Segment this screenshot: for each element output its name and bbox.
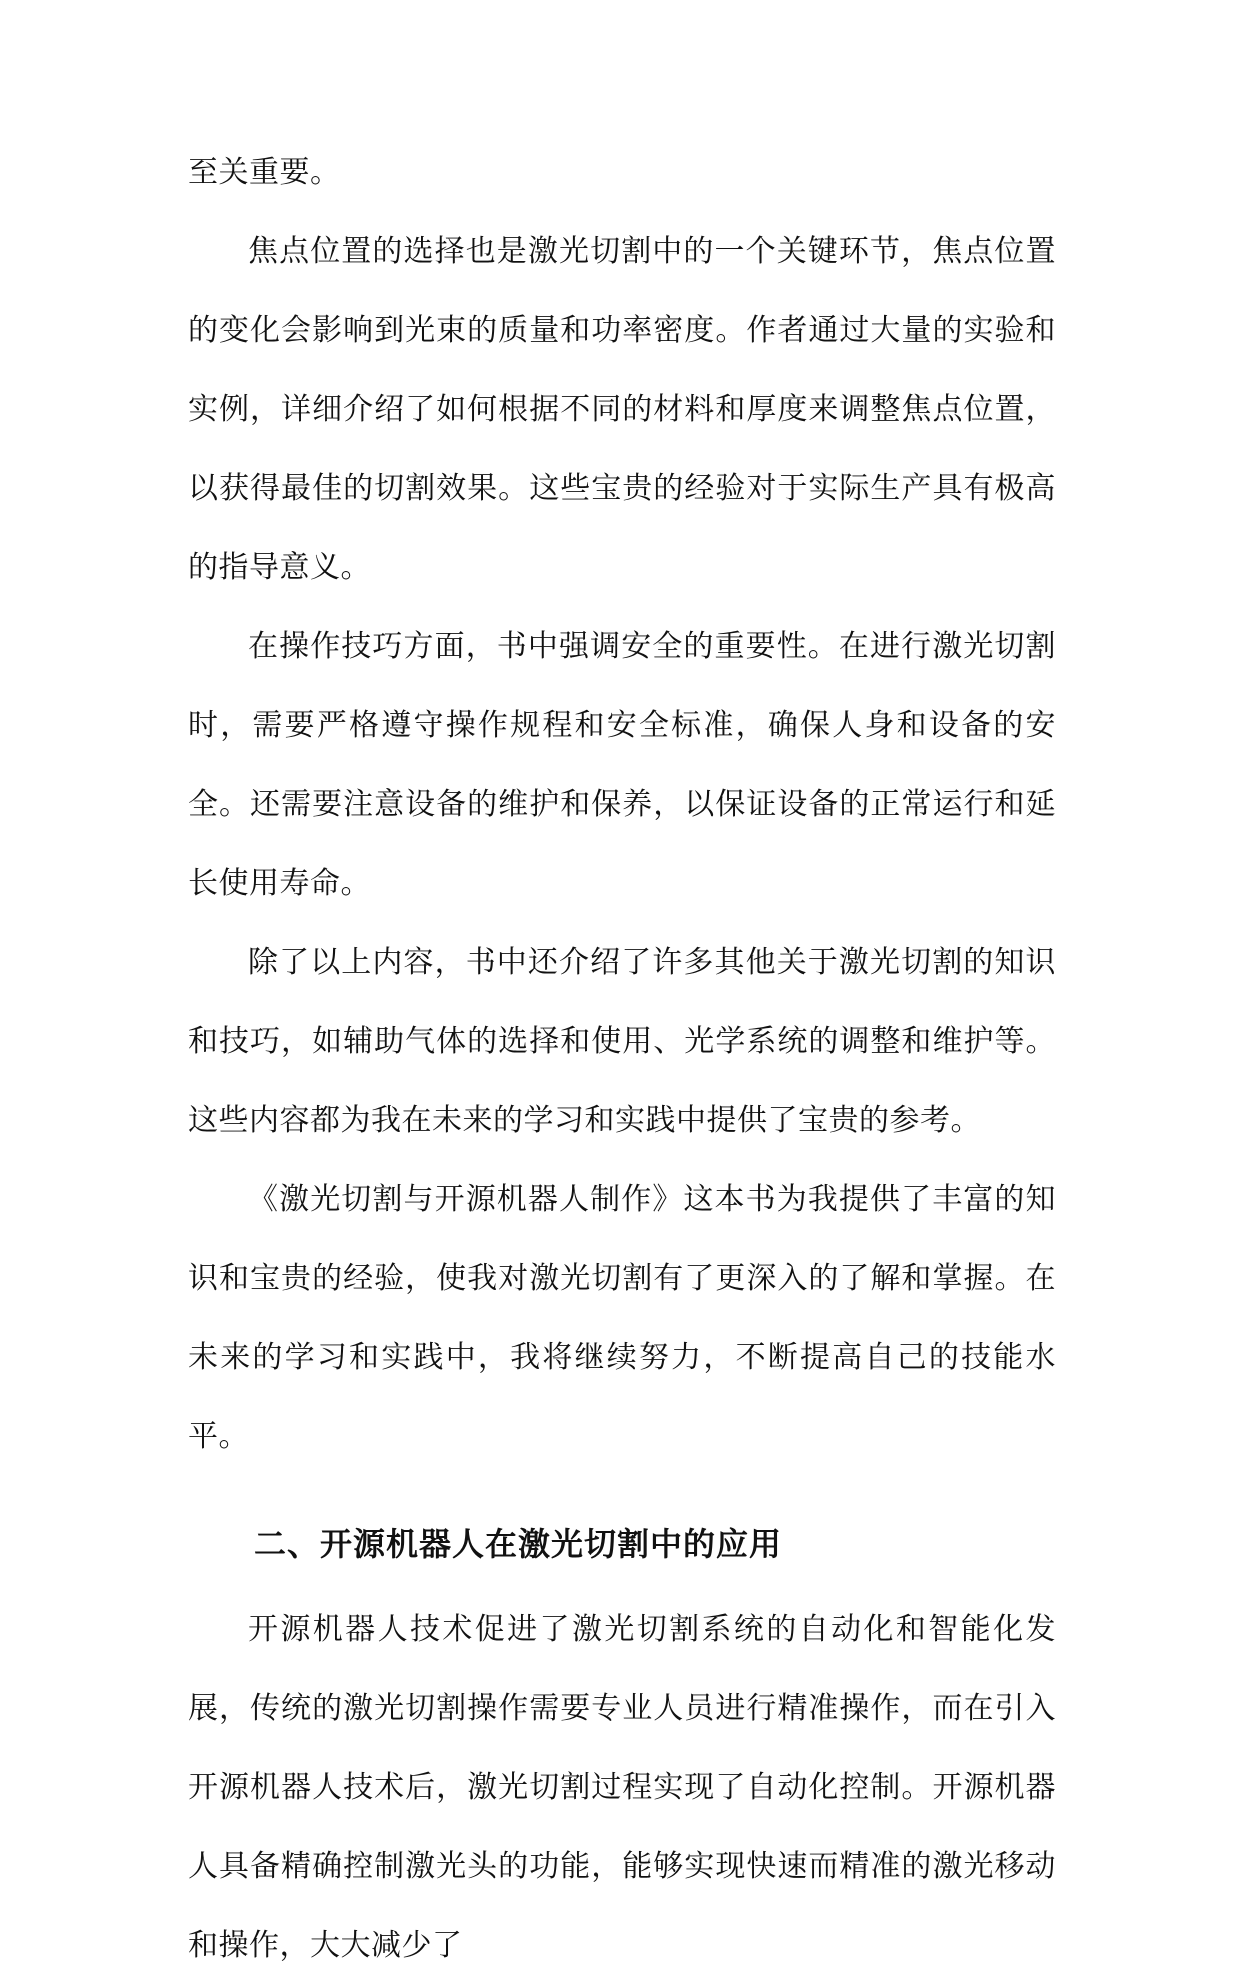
paragraph-operation-safety: 在操作技巧方面，书中强调安全的重要性。在进行激光切割时，需要严格遵守操作规程和安全标准，确保人身和设备的安全。还需要注意设备的维护和保养，以保证设备的正常运行和延长使用寿命。 bbox=[188, 629, 1056, 901]
paragraph-focus-position: 焦点位置的选择也是激光切割中的一个关键环节，焦点位置的变化会影响到光束的质量和功率密度。作者通过大量的实验和实例，详细介绍了如何根据不同的材料和厚度来调整焦点位置，以获得最佳的切割效果。这些宝贵的经验对于实际生产具有极高的指导意义。 bbox=[188, 234, 1056, 585]
paragraph-robot-automation: 开源机器人技术促进了激光切割系统的自动化和智能化发展，传统的激光切割操作需要专业人员进行精准操作，而在引入开源机器人技术后，激光切割过程实现了自动化控制。开源机器人具备精确控制激光头的功能，能够实现快速而精准的激光移动和操作，大大减少了 bbox=[188, 1612, 1056, 1963]
paragraph-continuation: 至关重要。 bbox=[188, 155, 341, 190]
section-heading: 二、开源机器人在激光切割中的应用 bbox=[254, 1525, 783, 1563]
document-body bbox=[188, 133, 1056, 1985]
paragraph-other-knowledge: 除了以上内容，书中还介绍了许多其他关于激光切割的知识和技巧，如辅助气体的选择和使用、光学系统的调整和维护等。这些内容都为我在未来的学习和实践中提供了宝贵的参考。 bbox=[188, 945, 1056, 1138]
paragraph-book-summary: 《激光切割与开源机器人制作》这本书为我提供了丰富的知识和宝贵的经验，使我对激光切割有了更深入的了解和掌握。在未来的学习和实践中，我将继续努力，不断提高自己的技能水平。 bbox=[188, 1182, 1056, 1454]
